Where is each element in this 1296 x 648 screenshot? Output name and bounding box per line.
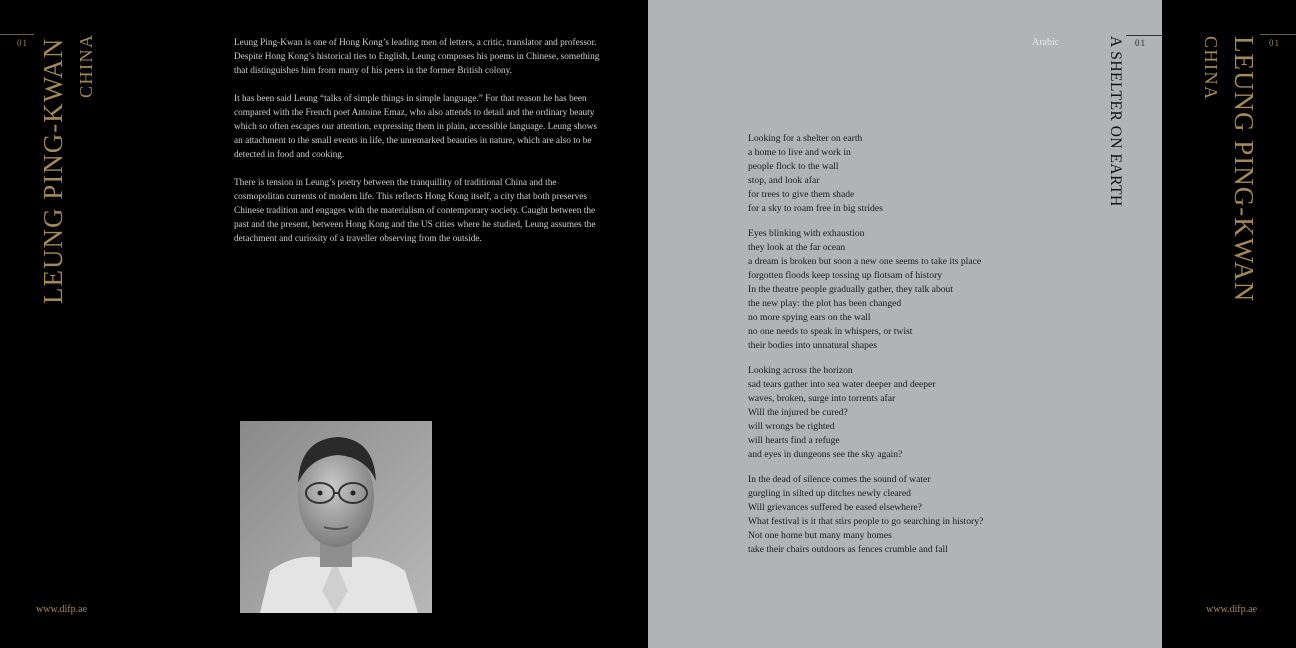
bio-paragraph: There is tension in Leung’s poetry between the tranquillity of traditional China and the cosmopolitan currents of modern life. This reflects Hong Kong itself, a city that both preserves Chinese tradition and engages with the materialism of contemporary society. Caught between the past and the present, between Hong Kong and the US cities where he studied, Leung assumes the detachment and curiosity of a traveller observing from the outside. (234, 178, 596, 244)
poem-line: for trees to give them shade (748, 189, 855, 200)
language-label: Arabic (1032, 37, 1060, 48)
page-number: 01 (1135, 38, 1146, 48)
poem-line: take their chairs outdoors as fences crumble and fall (748, 544, 948, 555)
right-page (1162, 0, 1296, 648)
poem-line: forgotten floods keep tossing up flotsam of history (748, 270, 943, 281)
poem-line: Will grievances suffered be eased elsewhere? (748, 502, 922, 513)
poem-line: Eyes blinking with exhaustion (748, 228, 865, 239)
poem-line: their bodies into unnatural shapes (748, 340, 877, 351)
poem-line: for a sky to roam free in big strides (748, 203, 883, 214)
poem-line: people flock to the wall (748, 161, 839, 172)
poem-line: Not one home but many many homes (748, 530, 892, 541)
poem-line: Looking across the horizon (748, 365, 853, 376)
poet-country: CHINA (76, 33, 96, 98)
top-rule (0, 34, 34, 35)
poem-line: will wrongs be righted (748, 421, 835, 432)
poem-line: no more spying ears on the wall (748, 312, 871, 323)
poem-line: gurgling in silted up ditches newly cleared (748, 488, 911, 499)
poet-country: CHINA (1201, 36, 1221, 101)
bio-paragraph: It has been said Leung “talks of simple things in simple language.” For that reason he has been compared with the French poet Antoine Emaz, who also attends to detail and the ordinary beauty which so often escapes our attention, expressing them in plain, accessible language. Leung shows an attachment to the small events in life, the unremarked beauties in nature, which are also to be detected in food and cooking. (234, 94, 597, 160)
top-rule (1260, 34, 1296, 35)
poem-line: a home to live and work in (748, 147, 851, 158)
top-rule (1126, 35, 1162, 36)
poem-line: and eyes in dungeons see the sky again? (748, 449, 903, 460)
poet-name: LEUNG PING-KWAN (38, 37, 68, 304)
poem-stanza (748, 227, 1078, 353)
poem-line: In the dead of silence comes the sound of water (748, 474, 931, 485)
website-link[interactable]: www.difp.ae (36, 604, 88, 615)
poem-stanza (748, 132, 1078, 216)
portrait-illustration (240, 421, 432, 613)
bio-paragraph: Leung Ping-Kwan is one of Hong Kong’s leading men of letters, a critic, translator and professor. Despite Hong Kong’s historical ties to English, Leung composes his poems in Chinese, something that distinguishes him from many of his peers in the former British colony. (234, 38, 600, 76)
poet-portrait-photo (240, 421, 432, 613)
poem-line: no one needs to speak in whispers, or twist (748, 326, 913, 337)
page-number: 01 (1269, 38, 1280, 48)
poem-line: What festival is it that stirs people to go searching in history? (748, 516, 984, 527)
poem-line: Will the injured be cured? (748, 407, 848, 418)
poem-line: stop, and look afar (748, 175, 820, 186)
poem-line: waves, broken, surge into torrents afar (748, 393, 896, 404)
poem-line: they look at the far ocean (748, 242, 846, 253)
poem-line: will hearts find a refuge (748, 435, 840, 446)
poet-name: LEUNG PING-KWAN (1229, 36, 1259, 303)
poem-line: the new play: the plot has been changed (748, 298, 902, 309)
poem-line: Looking for a shelter on earth (748, 133, 863, 144)
poet-biography (234, 36, 600, 260)
poem-body (748, 132, 1078, 568)
poem-stanza (748, 473, 1078, 557)
page-number: 01 (17, 38, 28, 48)
website-link[interactable]: www.difp.ae (1206, 604, 1258, 615)
poem-stanza (748, 364, 1078, 462)
poem-line: In the theatre people gradually gather, they talk about (748, 284, 954, 295)
poem-line: a dream is broken but soon a new one seems to take its place (748, 256, 982, 267)
poem-line: sad tears gather into sea water deeper and deeper (748, 379, 936, 390)
poem-title: A SHELTER ON EARTH (1107, 36, 1124, 207)
